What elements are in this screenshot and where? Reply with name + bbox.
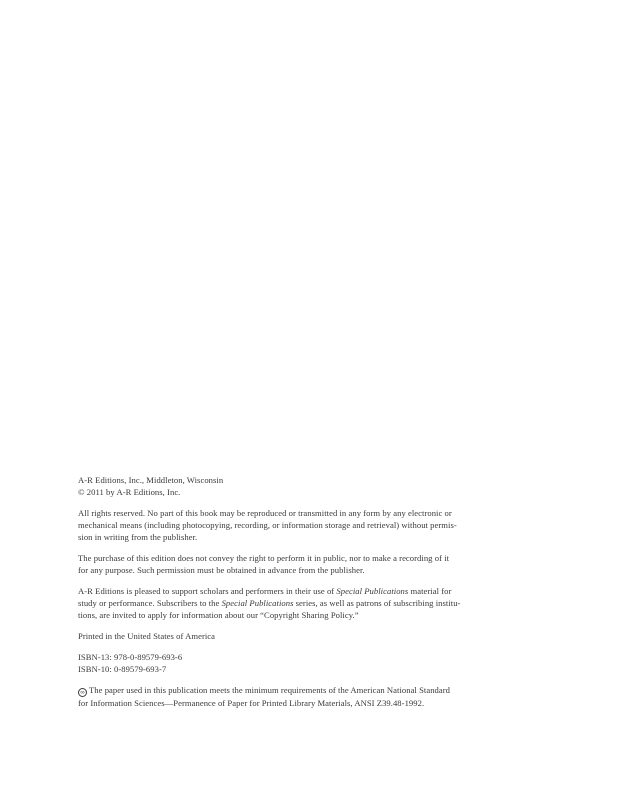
- support-text: A-R Editions is pleased to support scholars and performers in their use of: [78, 586, 337, 596]
- copyright-notice: © 2011 by A-R Editions, Inc.: [78, 487, 181, 497]
- performance-paragraph: [78, 552, 518, 576]
- publisher-paragraph: [78, 474, 518, 498]
- support-line: [78, 585, 518, 597]
- paper-line: [78, 684, 518, 697]
- permanent-paper-icon: ∞: [78, 688, 87, 697]
- rights-paragraph: [78, 507, 518, 543]
- paper-paragraph: [78, 684, 518, 709]
- performance-line: for any purpose. Such permission must be obtained in advance from the publisher.: [78, 565, 365, 575]
- rights-line: All rights reserved. No part of this book may be reproduced or transmitted in any form by any electronic or: [78, 508, 452, 518]
- rights-line: sion in writing from the publisher.: [78, 532, 198, 542]
- support-line: [78, 597, 518, 609]
- isbn-10: ISBN-10: 0-89579-693-7: [78, 664, 167, 674]
- series-title: Special Publications: [221, 598, 294, 608]
- copyright-page-block: [78, 474, 518, 718]
- paper-text: The paper used in this publication meets the minimum requirements of the American National Standard: [89, 685, 451, 695]
- support-text: series, as well as patrons of subscribing institu-: [293, 598, 461, 608]
- printed-paragraph: [78, 630, 518, 642]
- rights-line: mechanical means (including photocopying, recording, or information storage and retrieval) without permis-: [78, 520, 457, 530]
- support-text: material for: [408, 586, 452, 596]
- isbn-13: ISBN-13: 978-0-89579-693-6: [78, 652, 183, 662]
- support-line: tions, are invited to apply for information about our “Copyright Sharing Policy.”: [78, 610, 359, 620]
- paper-line: for Information Sciences—Permanence of Paper for Printed Library Materials, ANSI Z39.48-1992.: [78, 698, 425, 708]
- support-paragraph: [78, 585, 518, 621]
- series-title: Special Publications: [336, 586, 409, 596]
- support-text: study or performance. Subscribers to the: [78, 598, 222, 608]
- performance-line: The purchase of this edition does not convey the right to perform it in public, nor to make a recording of it: [78, 553, 450, 563]
- printed-in: Printed in the United States of America: [78, 631, 216, 641]
- isbn-paragraph: [78, 651, 518, 675]
- publisher-location: A-R Editions, Inc., Middleton, Wisconsin: [78, 475, 224, 485]
